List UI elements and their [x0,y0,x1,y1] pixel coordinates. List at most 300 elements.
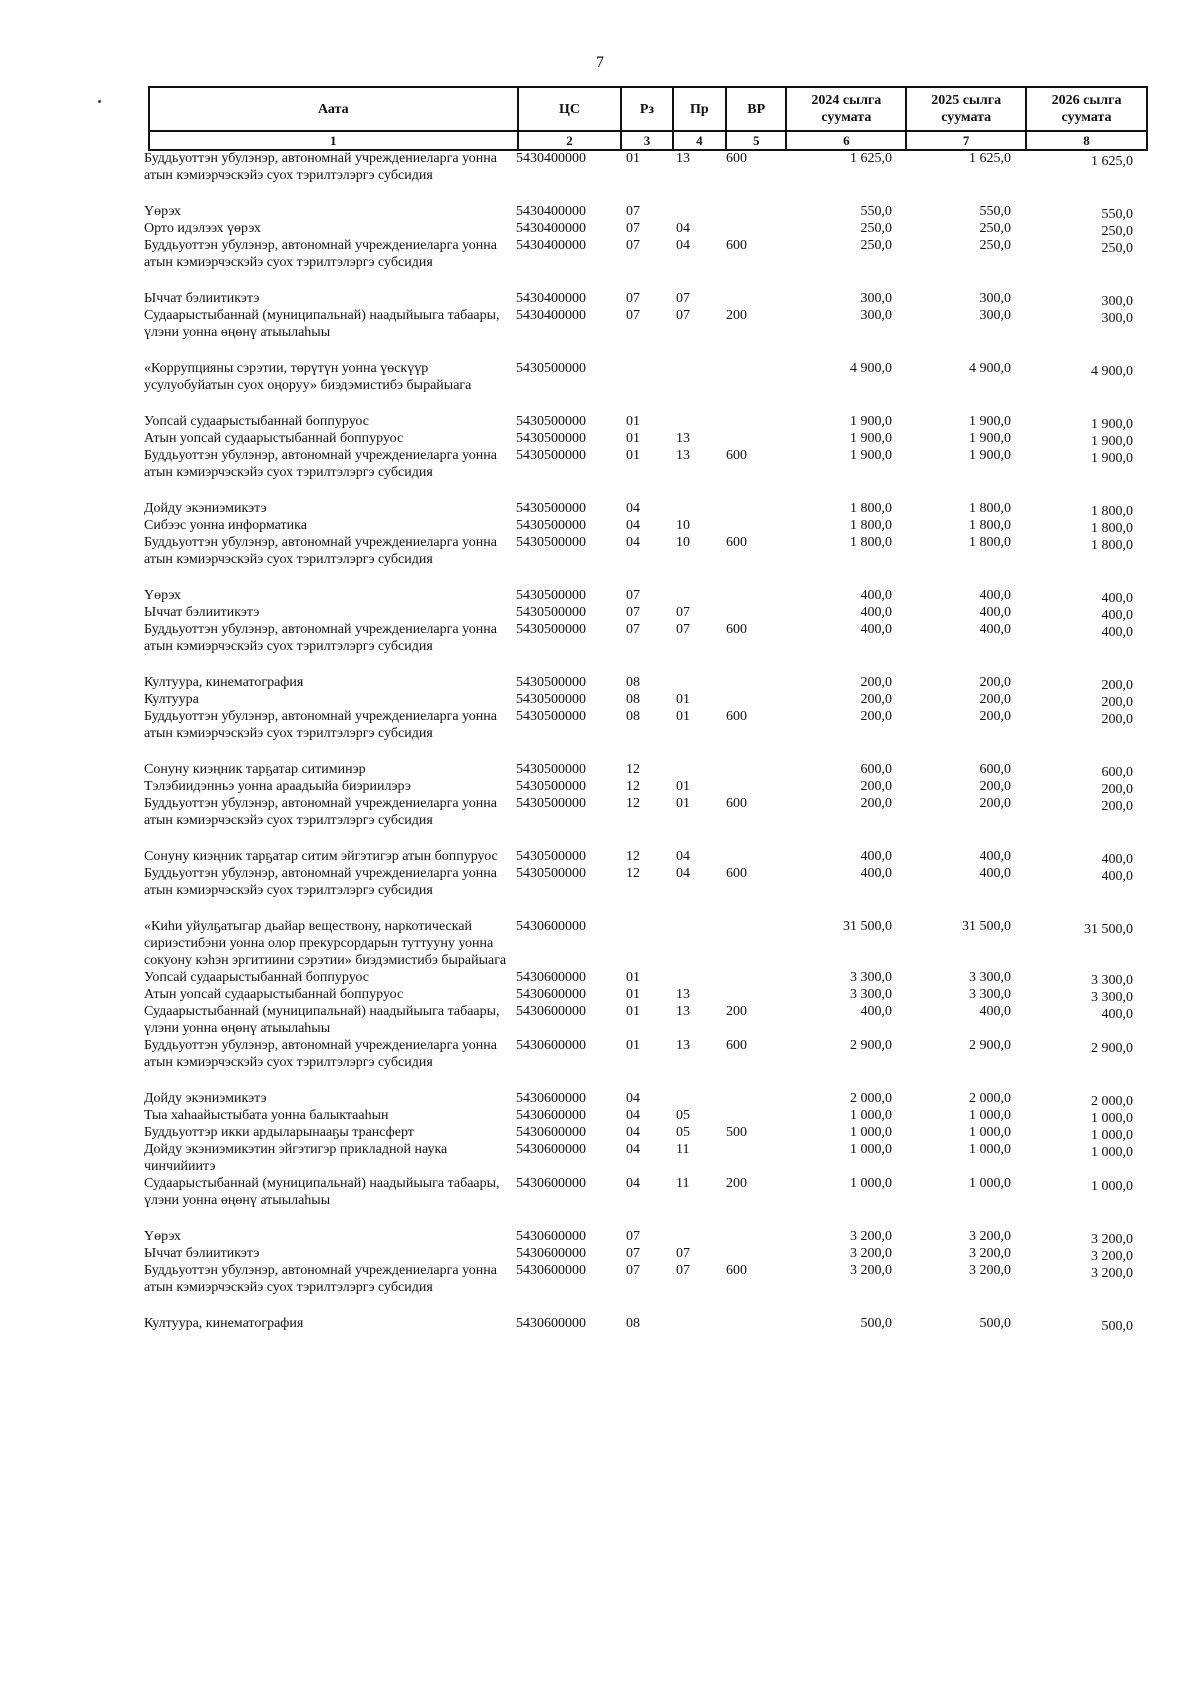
row-pr [676,1090,726,1107]
row-cs: 5430600000 [516,1038,586,1053]
row-value-2025: 1 900,0 [969,448,1011,463]
row-name: Орто идэлээх үөрэх [144,221,261,236]
row-cs: 5430600000 [516,1246,586,1261]
row-name: Буддьуоттэн убулэнэр, автономнай учреждениеларга уонна атын кэмиэрчэскэйэ суох тэрилтэлэргэ субсидия [144,866,497,898]
row-value-2026: 500,0 [1101,1319,1133,1334]
page-number: 7 [596,54,604,71]
row-rz: 07 [626,622,640,637]
row-value-2024: 1 800,0 [850,535,892,550]
row-rz: 01 [626,448,640,463]
row-value-2026: 1 000,0 [1091,1128,1133,1143]
row-name: Буддьуоттэр икки ардыларынааҕы трансферт [144,1125,414,1140]
row-value-2024: 3 200,0 [850,1229,892,1244]
table-row [144,1090,1154,1107]
table-row [144,621,1154,655]
row-value-2024: 600,0 [860,762,892,777]
header-number-6: 6 [786,131,906,150]
table-row [144,1141,1154,1175]
row-value-2025: 400,0 [979,622,1011,637]
row-rz: 08 [626,692,640,707]
row-rz: 07 [626,1246,640,1261]
row-cs: 5430400000 [516,291,586,306]
row-value-2024: 1 900,0 [850,448,892,463]
row-cs: 5430600000 [516,1142,586,1157]
row-cs: 5430600000 [516,1229,586,1244]
row-name: Ыччат бэлиитикэтэ [144,605,260,620]
row-value-2024: 1 800,0 [850,501,892,516]
row-value-2026: 200,0 [1101,695,1133,710]
row-pr: 07 [676,1246,690,1261]
row-vr [726,1090,782,1107]
row-rz: 04 [626,535,640,550]
row-name: Дойду экэниэмикэтэ [144,501,267,516]
row-value-2025: 250,0 [979,238,1011,253]
row-value-2025: 400,0 [979,588,1011,603]
header-number-4: 4 [673,131,726,150]
row-cs: 5430500000 [516,361,586,376]
row-name: Судаарыстыбаннай (муниципальнай) наадыйыыга табаары, үлэни уонна өңөнү атыылаһыы [144,1004,500,1036]
row-vr [726,1107,782,1124]
row-value-2026: 400,0 [1101,852,1133,867]
row-rz: 07 [626,1229,640,1244]
row-name: Судаарыстыбаннай (муниципальнай) наадыйыыга табаары, үлэни уонна өңөнү атыылаһыы [144,308,500,340]
row-vr: 200 [726,1004,747,1019]
row-value-2024: 3 200,0 [850,1263,892,1278]
header-number-7: 7 [906,131,1026,150]
row-cs: 5430500000 [516,431,586,446]
row-value-2026: 400,0 [1101,591,1133,606]
row-name: Үөрэх [144,1229,181,1244]
row-value-2024: 200,0 [860,692,892,707]
row-cs: 5430500000 [516,448,586,463]
row-value-2025: 250,0 [979,221,1011,236]
table-row [144,1315,1154,1332]
row-vr: 200 [726,1176,747,1191]
row-pr [676,674,726,691]
row-value-2025: 200,0 [979,675,1011,690]
row-value-2024: 500,0 [860,1316,892,1331]
row-value-2026: 200,0 [1101,782,1133,797]
row-cs: 5430500000 [516,692,586,707]
row-vr: 600 [726,622,747,637]
row-vr [726,360,782,394]
row-vr [726,969,782,986]
row-pr: 07 [676,1263,690,1278]
row-value-2024: 1 000,0 [850,1108,892,1123]
row-cs: 5430400000 [516,221,586,236]
row-value-2026: 1 800,0 [1091,504,1133,519]
header-number-2: 2 [518,131,622,150]
row-vr: 200 [726,308,747,323]
row-pr: 10 [676,535,690,550]
row-value-2026: 1 000,0 [1091,1111,1133,1126]
row-name: Үөрэх [144,588,181,603]
table-row [144,761,1154,778]
row-value-2024: 31 500,0 [843,919,892,934]
row-rz: 04 [626,1091,640,1106]
row-cs: 5430600000 [516,1316,586,1331]
row-rz: 08 [626,1316,640,1331]
row-rz: 08 [626,675,640,690]
row-pr: 07 [676,308,690,323]
table-row [144,430,1154,447]
row-rz: 07 [626,238,640,253]
row-value-2026: 400,0 [1101,608,1133,623]
row-vr [726,986,782,1003]
row-value-2025: 200,0 [979,796,1011,811]
header-2024: 2024 сылга суумата [786,87,906,131]
scan-speck [98,100,101,103]
row-cs: 5430500000 [516,518,586,533]
table-row [144,220,1154,237]
row-value-2024: 2 900,0 [850,1038,892,1053]
row-value-2024: 400,0 [860,588,892,603]
row-value-2024: 250,0 [860,221,892,236]
row-rz: 07 [626,308,640,323]
row-value-2024: 3 300,0 [850,987,892,1002]
row-value-2026: 300,0 [1101,311,1133,326]
row-vr [726,1245,782,1262]
row-cs: 5430600000 [516,987,586,1002]
row-rz [626,360,676,394]
row-value-2026: 3 300,0 [1091,973,1133,988]
row-vr: 600 [726,448,747,463]
row-vr: 600 [726,238,747,253]
row-pr: 07 [676,291,690,306]
row-value-2025: 200,0 [979,692,1011,707]
row-name: Буддьуоттэн убулэнэр, автономнай учреждениеларга уонна атын кэмиэрчэскэйэ суох тэрилтэлэргэ субсидия [144,709,497,741]
row-pr [676,761,726,778]
row-cs: 5430600000 [516,1004,586,1019]
row-value-2024: 3 300,0 [850,970,892,985]
table-row [144,778,1154,795]
row-cs: 5430600000 [516,1125,586,1140]
row-pr [676,413,726,430]
table-row [144,1003,1154,1037]
table-row [144,1228,1154,1245]
row-pr: 07 [676,622,690,637]
table-row [144,969,1154,986]
row-name: «Коррупцияны сэрэтии, төрүтүн уонна үөскүүр усулуобуйатын суох оңоруу» биэдэмистибэ бырайыага [144,361,472,393]
header-vr: ВР [726,87,786,131]
row-value-2024: 1 800,0 [850,518,892,533]
row-cs: 5430400000 [516,238,586,253]
row-rz: 04 [626,1142,640,1157]
table-row [144,360,1154,394]
row-vr [726,587,782,604]
table-row [144,1245,1154,1262]
row-pr [676,500,726,517]
row-value-2026: 1 900,0 [1091,451,1133,466]
row-name: Дойду экэниэмикэтэ [144,1091,267,1106]
row-pr [676,360,726,394]
row-value-2026: 250,0 [1101,224,1133,239]
row-cs: 5430500000 [516,675,586,690]
row-value-2026: 550,0 [1101,207,1133,222]
row-value-2025: 3 200,0 [969,1246,1011,1261]
row-vr: 500 [726,1125,747,1140]
row-value-2025: 3 300,0 [969,970,1011,985]
row-pr: 01 [676,779,690,794]
row-value-2024: 1 000,0 [850,1142,892,1157]
row-pr [676,203,726,220]
row-value-2026: 300,0 [1101,294,1133,309]
header-rz: Рз [621,87,672,131]
row-vr [726,430,782,447]
row-cs: 5430400000 [516,151,586,166]
row-value-2026: 2 900,0 [1091,1041,1133,1056]
row-value-2026: 1 800,0 [1091,538,1133,553]
header-cs: ЦС [518,87,622,131]
row-value-2026: 4 900,0 [1091,364,1133,379]
row-vr [726,761,782,778]
row-vr [726,1141,782,1175]
row-name: Буддьуоттэн убулэнэр, автономнай учреждениеларга уонна атын кэмиэрчэскэйэ суох тэрилтэлэргэ субсидия [144,535,497,567]
row-rz: 12 [626,866,640,881]
row-vr [726,1228,782,1245]
row-name: Дойду экэниэмикэтин эйгэтигэр прикладной наука чинчийиитэ [144,1142,448,1174]
row-pr: 13 [676,987,690,1002]
row-value-2026: 1 625,0 [1091,154,1133,169]
table-row [144,986,1154,1003]
row-rz: 04 [626,1108,640,1123]
row-name: Култуура, кинематография [144,675,304,690]
row-rz: 07 [626,588,640,603]
header-number-8: 8 [1026,131,1147,150]
table-row [144,604,1154,621]
row-pr: 05 [676,1108,690,1123]
row-cs: 5430500000 [516,779,586,794]
table-row [144,795,1154,829]
header-number-5: 5 [726,131,786,150]
row-vr [726,413,782,430]
header-number-3: 3 [621,131,672,150]
table-row [144,203,1154,220]
row-value-2025: 300,0 [979,291,1011,306]
row-pr: 04 [676,238,690,253]
row-value-2024: 400,0 [860,622,892,637]
row-name: Сибээс уонна информатика [144,518,307,533]
row-vr [726,604,782,621]
row-rz: 07 [626,1263,640,1278]
table-row [144,918,1154,969]
row-vr [726,203,782,220]
row-name: Буддьуоттэн убулэнэр, автономнай учреждениеларга уонна атын кэмиэрчэскэйэ суох тэрилтэлэргэ субсидия [144,238,497,270]
row-value-2024: 2 000,0 [850,1091,892,1106]
row-value-2026: 600,0 [1101,765,1133,780]
row-value-2024: 550,0 [860,204,892,219]
row-pr [676,587,726,604]
row-value-2024: 200,0 [860,796,892,811]
row-pr: 01 [676,709,690,724]
table-row [144,307,1154,341]
row-cs: 5430500000 [516,622,586,637]
row-value-2024: 400,0 [860,605,892,620]
row-rz: 01 [626,970,640,985]
row-value-2025: 1 000,0 [969,1176,1011,1191]
row-cs: 5430500000 [516,605,586,620]
row-vr: 600 [726,796,747,811]
table-row [144,848,1154,865]
row-value-2026: 1 000,0 [1091,1145,1133,1160]
row-value-2024: 1 900,0 [850,431,892,446]
row-cs: 5430500000 [516,849,586,864]
table-row [144,587,1154,604]
row-rz: 12 [626,779,640,794]
row-value-2025: 2 900,0 [969,1038,1011,1053]
row-pr: 11 [676,1176,690,1191]
row-cs: 5430500000 [516,535,586,550]
row-value-2024: 200,0 [860,709,892,724]
row-value-2024: 3 200,0 [850,1246,892,1261]
row-value-2024: 400,0 [860,866,892,881]
table-row [144,1124,1154,1141]
row-cs: 5430400000 [516,204,586,219]
row-pr: 13 [676,1004,690,1019]
row-rz: 12 [626,796,640,811]
row-name: Судаарыстыбаннай (муниципальнай) наадыйыыга табаары, үлэни уонна өңөнү атыылаһыы [144,1176,500,1208]
header-2025: 2025 сылга суумата [906,87,1026,131]
row-pr [676,969,726,986]
row-name: Тыа хаһаайыстыбата уонна балыктааһын [144,1108,389,1123]
row-value-2026: 200,0 [1101,799,1133,814]
row-name: Ыччат бэлиитикэтэ [144,291,260,306]
row-name: Атын уопсай судаарыстыбаннай боппуруос [144,431,404,446]
row-value-2025: 31 500,0 [962,919,1011,934]
table-row [144,865,1154,899]
row-value-2025: 550,0 [979,204,1011,219]
row-name: Буддьуоттэн убулэнэр, автономнай учреждениеларга уонна атын кэмиэрчэскэйэ суох тэрилтэлэргэ субсидия [144,448,497,480]
row-value-2024: 1 625,0 [850,151,892,166]
row-value-2026: 1 000,0 [1091,1179,1133,1194]
row-value-2026: 200,0 [1101,678,1133,693]
row-rz: 12 [626,849,640,864]
row-value-2026: 1 900,0 [1091,434,1133,449]
row-cs: 5430500000 [516,709,586,724]
row-name: Ыччат бэлиитикэтэ [144,1246,260,1261]
row-rz: 07 [626,204,640,219]
row-rz: 01 [626,1004,640,1019]
row-name: Буддьуоттэн убулэнэр, автономнай учреждениеларга уонна атын кэмиэрчэскэйэ суох тэрилтэлэргэ субсидия [144,796,497,828]
row-value-2025: 1 800,0 [969,518,1011,533]
row-cs: 5430500000 [516,796,586,811]
table-row [144,150,1154,184]
row-value-2025: 400,0 [979,849,1011,864]
row-value-2025: 1 900,0 [969,431,1011,446]
row-cs: 5430500000 [516,588,586,603]
row-name: Буддьуоттэн убулэнэр, автономнай учреждениеларга уонна атын кэмиэрчэскэйэ суох тэрилтэлэргэ субсидия [144,1038,497,1070]
row-rz: 08 [626,709,640,724]
row-vr: 600 [726,709,747,724]
row-value-2025: 600,0 [979,762,1011,777]
row-cs: 5430400000 [516,308,586,323]
row-value-2025: 1 000,0 [969,1142,1011,1157]
table-row [144,1037,1154,1071]
row-value-2026: 1 800,0 [1091,521,1133,536]
row-name: Буддьуоттэн убулэнэр, автономнай учреждениеларга уонна атын кэмиэрчэскэйэ суох тэрилтэлэргэ субсидия [144,622,497,654]
row-rz: 07 [626,221,640,236]
row-vr [726,691,782,708]
row-value-2024: 300,0 [860,291,892,306]
row-name: Уопсай судаарыстыбаннай боппуруос [144,414,369,429]
table-row [144,1175,1154,1209]
row-pr: 01 [676,692,690,707]
header-2026: 2026 сылга суумата [1026,87,1147,131]
row-value-2026: 2 000,0 [1091,1094,1133,1109]
row-value-2024: 400,0 [860,849,892,864]
row-value-2026: 400,0 [1101,869,1133,884]
row-vr [726,1315,782,1332]
row-value-2024: 4 900,0 [850,361,892,376]
row-value-2025: 1 800,0 [969,501,1011,516]
row-cs: 5430600000 [516,1176,586,1191]
header-name: Аата [149,87,518,131]
row-cs: 5430500000 [516,762,586,777]
row-value-2026: 200,0 [1101,712,1133,727]
row-value-2024: 1 000,0 [850,1176,892,1191]
row-value-2025: 2 000,0 [969,1091,1011,1106]
row-cs: 5430600000 [516,919,586,934]
table-row [144,237,1154,271]
row-pr: 07 [676,605,690,620]
row-rz: 12 [626,762,640,777]
row-name: Култуура [144,692,199,707]
row-pr: 04 [676,866,690,881]
header-number-1: 1 [149,131,518,150]
row-vr [726,220,782,237]
row-rz: 01 [626,414,640,429]
row-vr: 600 [726,151,747,166]
row-cs: 5430500000 [516,866,586,881]
row-value-2024: 1 000,0 [850,1125,892,1140]
row-name: Буддьуоттэн убулэнэр, автономнай учреждениеларга уонна атын кэмиэрчэскэйэ суох тэрилтэлэргэ субсидия [144,151,497,183]
row-name: Буддьуоттэн убулэнэр, автономнай учреждениеларга уонна атын кэмиэрчэскэйэ суох тэрилтэлэргэ субсидия [144,1263,497,1295]
row-value-2024: 200,0 [860,675,892,690]
row-name: Уопсай судаарыстыбаннай боппуруос [144,970,369,985]
row-pr [676,1228,726,1245]
row-value-2025: 1 900,0 [969,414,1011,429]
row-vr [726,290,782,307]
table-row [144,1107,1154,1124]
row-vr: 600 [726,1263,747,1278]
row-value-2026: 1 900,0 [1091,417,1133,432]
row-value-2026: 3 200,0 [1091,1249,1133,1264]
row-value-2026: 31 500,0 [1084,922,1133,937]
row-pr: 13 [676,1038,690,1053]
row-value-2024: 1 900,0 [850,414,892,429]
row-vr [726,674,782,691]
row-value-2025: 1 800,0 [969,535,1011,550]
row-value-2026: 400,0 [1101,625,1133,640]
row-value-2024: 300,0 [860,308,892,323]
row-name: «Киһи уйулҕатыгар дьайар веществону, наркотическай сириэстибэни уонна олор прекурсордарын туттууну уонна сокуону кэһэн эргитиини сэрэтии» биэдэмистибэ бырайыага [144,919,507,968]
table-header [148,86,1148,151]
row-cs: 5430600000 [516,1091,586,1106]
row-value-2025: 400,0 [979,1004,1011,1019]
row-value-2025: 3 300,0 [969,987,1011,1002]
row-pr: 04 [676,221,690,236]
row-value-2024: 250,0 [860,238,892,253]
table-row [144,1262,1154,1296]
row-value-2025: 1 000,0 [969,1108,1011,1123]
header-pr: Пр [673,87,726,131]
table-row [144,534,1154,568]
row-rz: 01 [626,431,640,446]
row-pr [676,1315,726,1332]
row-vr: 600 [726,866,747,881]
table-row [144,517,1154,534]
row-rz: 01 [626,987,640,1002]
